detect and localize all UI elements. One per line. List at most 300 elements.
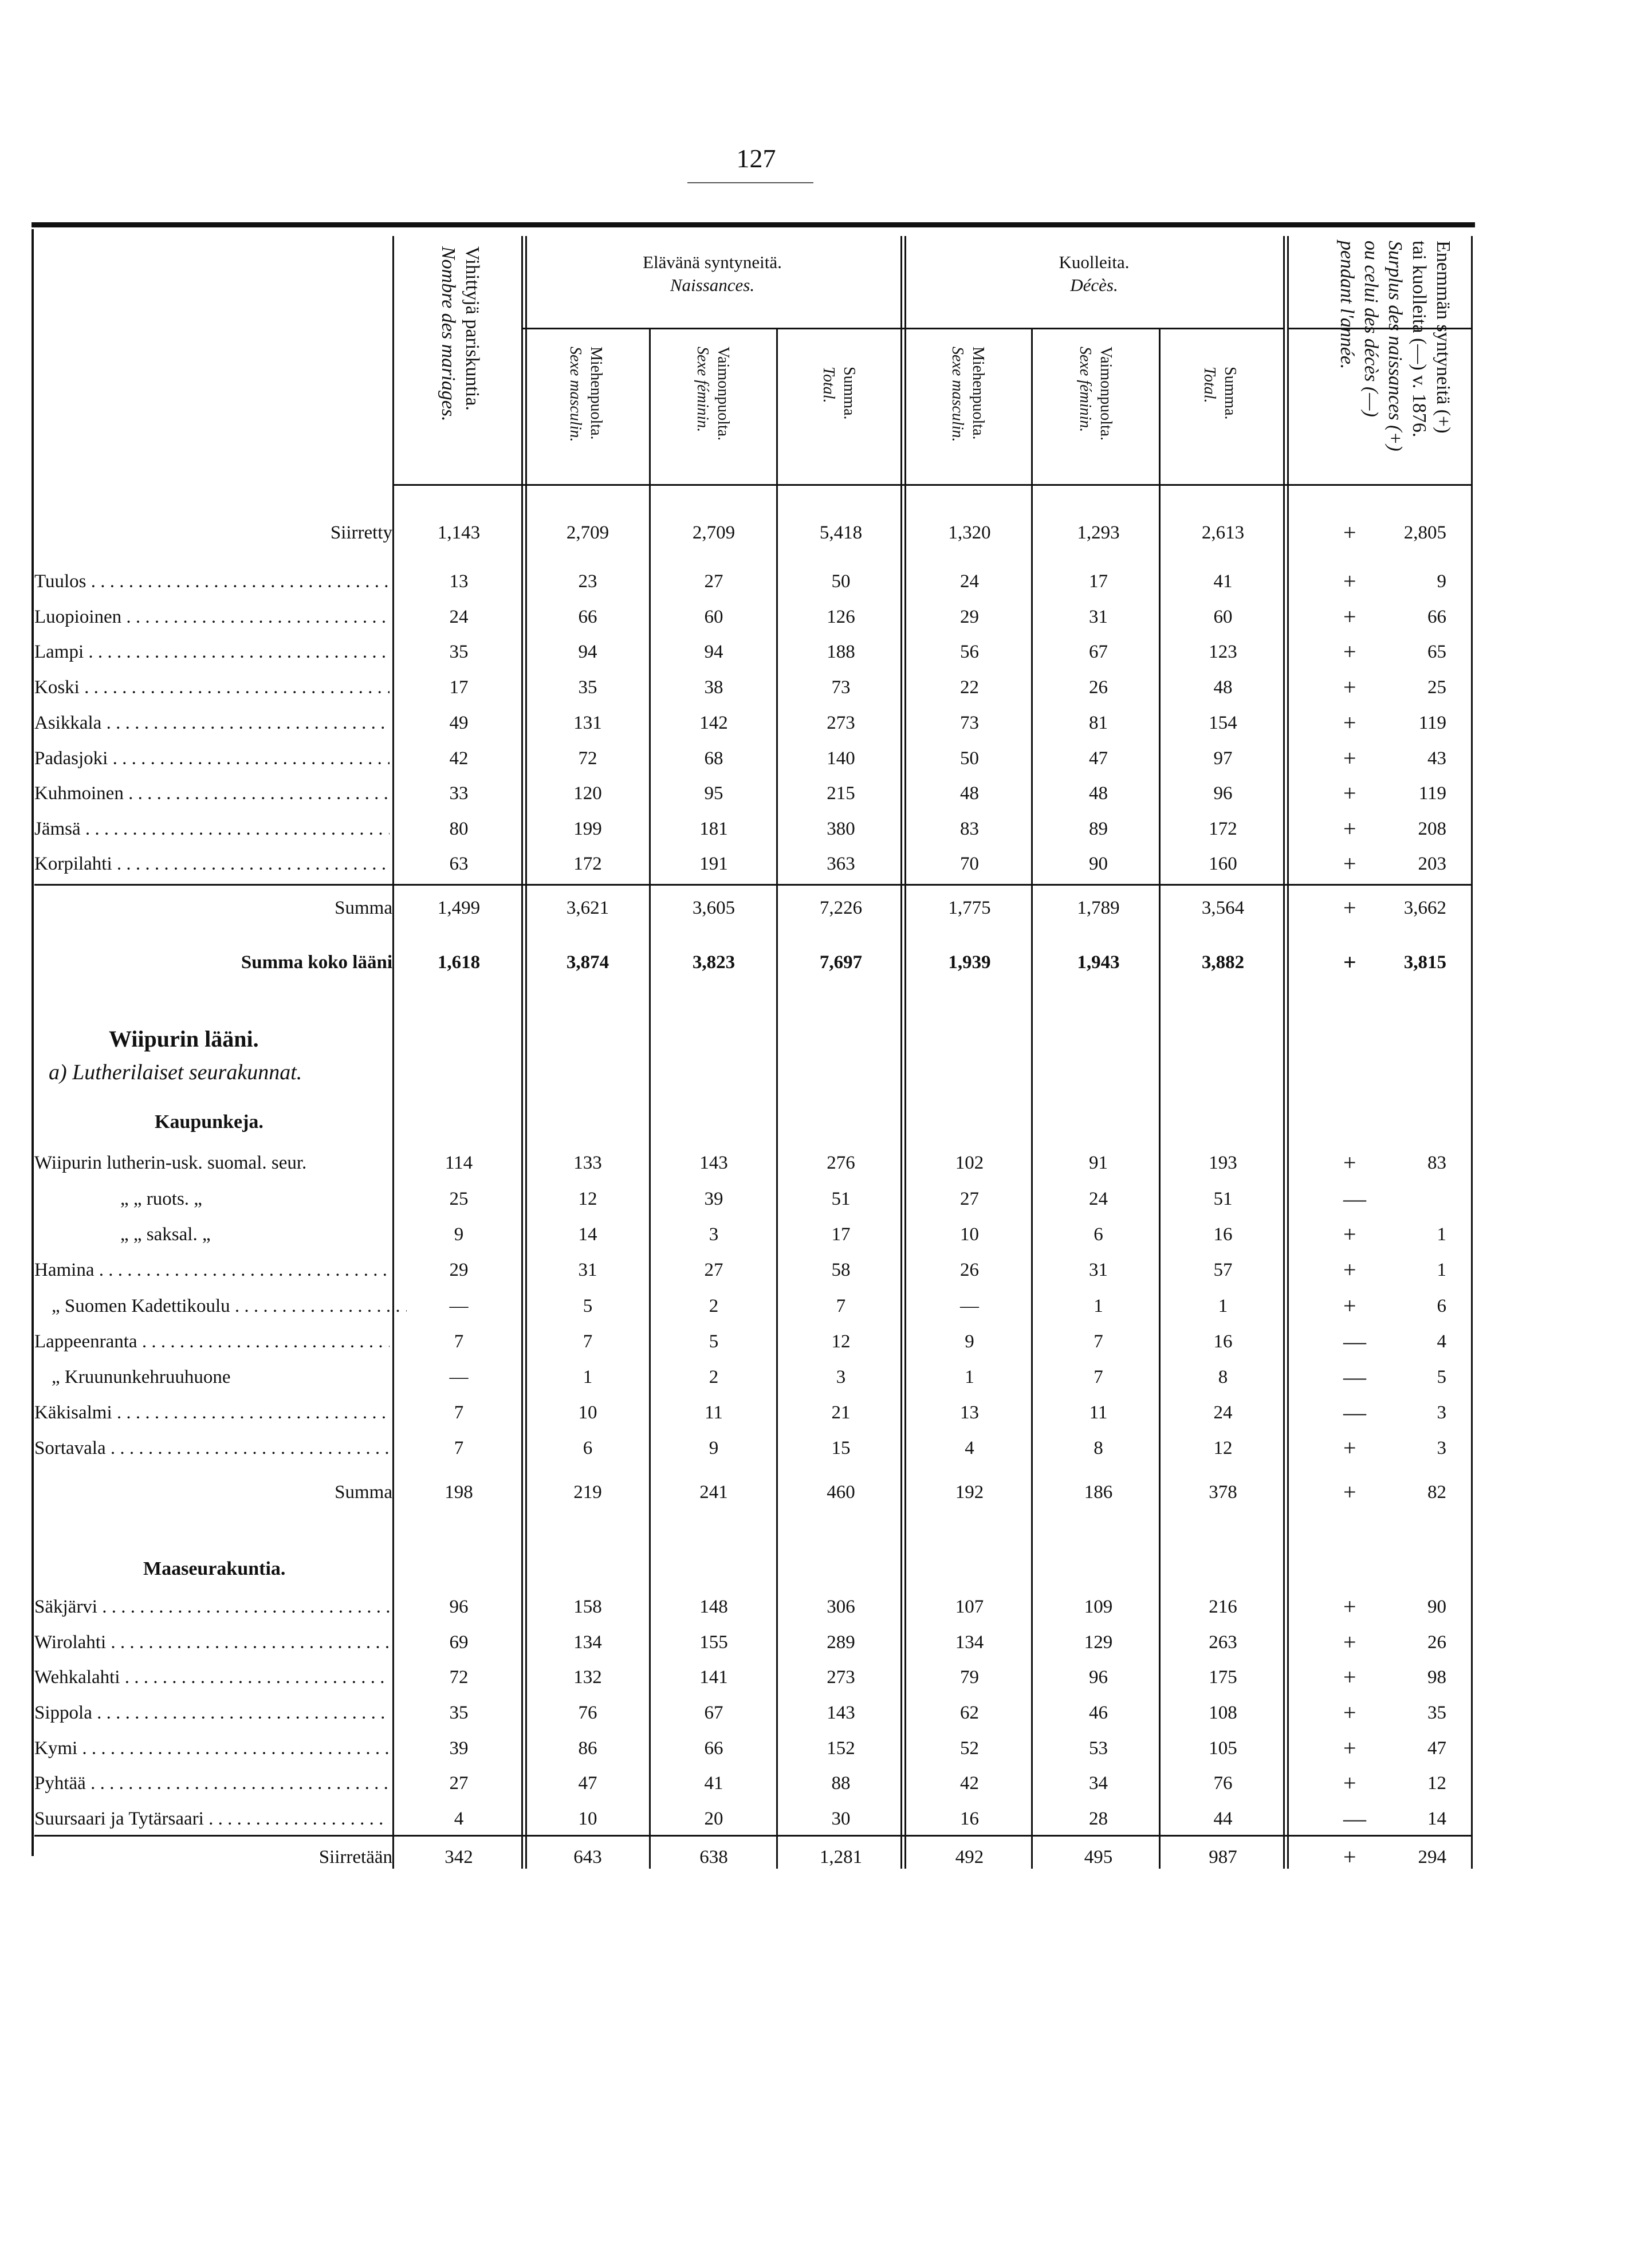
table-row bbox=[0, 1475, 1652, 1509]
row-value: 72 bbox=[449, 1667, 469, 1688]
row-value: 48 bbox=[1213, 677, 1233, 698]
row-value: 1 bbox=[1094, 1296, 1103, 1316]
row-label: Lampi . . . bbox=[34, 635, 390, 669]
row-value: 29 bbox=[449, 1260, 469, 1280]
row-value: 215 bbox=[827, 783, 855, 804]
table-row bbox=[0, 1146, 1652, 1180]
row-value: 21 bbox=[831, 1402, 851, 1423]
table-row bbox=[0, 516, 1652, 550]
surplus-sign: + bbox=[1343, 1221, 1356, 1247]
row-value: 3,564 bbox=[1201, 898, 1245, 918]
row-value: 378 bbox=[1209, 1482, 1237, 1503]
deaths-header-fr: Décès. bbox=[1070, 275, 1118, 295]
row-value: 63 bbox=[449, 854, 469, 874]
row-value: 31 bbox=[1089, 1260, 1108, 1280]
marriages-header bbox=[436, 246, 484, 422]
table-row bbox=[0, 945, 1652, 980]
births-male-header-fr: Sexe masculin. bbox=[567, 347, 584, 442]
row-value: 25 bbox=[449, 1189, 469, 1209]
page-number-rule bbox=[687, 182, 813, 183]
row-label: Summa bbox=[335, 1482, 392, 1503]
row-value: 27 bbox=[704, 571, 723, 592]
row-value: 7 bbox=[583, 1331, 593, 1352]
row-value: 9 bbox=[454, 1224, 464, 1245]
row-label: Padasjoki . . . bbox=[34, 741, 390, 776]
row-value: 62 bbox=[960, 1703, 979, 1723]
row-value: 70 bbox=[960, 854, 979, 874]
births-header bbox=[524, 251, 900, 297]
row-value: 199 bbox=[573, 819, 602, 839]
row-value: 76 bbox=[578, 1703, 597, 1723]
row-label: „ „ ruots. „ bbox=[120, 1189, 202, 1209]
row-value: 34 bbox=[1089, 1773, 1108, 1794]
row-label: Sippola . . . bbox=[34, 1696, 390, 1730]
row-value: 289 bbox=[827, 1632, 855, 1653]
births-total-header-fr: Total. bbox=[820, 367, 837, 403]
table-row bbox=[0, 564, 1652, 599]
row-value: 44 bbox=[1213, 1808, 1233, 1829]
row-value: 95 bbox=[704, 783, 723, 804]
surplus-amount: 12 bbox=[1427, 1773, 1446, 1794]
row-value: 172 bbox=[1209, 819, 1237, 839]
row-value: 16 bbox=[960, 1808, 979, 1829]
header-group-rule bbox=[523, 328, 1284, 329]
row-value: 27 bbox=[960, 1189, 979, 1209]
surplus-sign: + bbox=[1343, 1664, 1356, 1690]
surplus-amount: 6 bbox=[1437, 1296, 1446, 1316]
row-value: 35 bbox=[449, 642, 469, 662]
surplus-header-fi1: Enemmän syntyneitä (+) bbox=[1433, 241, 1454, 434]
row-label: Kuhmoinen . . . bbox=[34, 776, 390, 811]
row-value: 83 bbox=[960, 819, 979, 839]
marriages-header-fi: Vihittyjä pariskuntia. bbox=[462, 246, 483, 411]
row-value: 141 bbox=[699, 1667, 728, 1688]
row-value: 66 bbox=[578, 607, 597, 627]
row-value: 2,709 bbox=[566, 522, 609, 543]
table-row bbox=[0, 812, 1652, 846]
surplus-sign: + bbox=[1343, 639, 1356, 665]
row-value: 276 bbox=[827, 1153, 855, 1173]
surplus-sign: + bbox=[1343, 1770, 1356, 1796]
row-value: 186 bbox=[1084, 1482, 1113, 1503]
table-row bbox=[0, 1696, 1652, 1730]
row-value: 67 bbox=[1089, 642, 1108, 662]
page-number: 127 bbox=[736, 144, 776, 173]
row-value: 134 bbox=[573, 1632, 602, 1653]
row-value: 643 bbox=[573, 1847, 602, 1868]
table-row bbox=[0, 1625, 1652, 1660]
row-value: 192 bbox=[955, 1482, 984, 1503]
row-value: 7 bbox=[836, 1296, 846, 1316]
row-value: 126 bbox=[827, 607, 855, 627]
births-header-fi: Elävänä syntyneitä. bbox=[643, 252, 782, 272]
row-value: 188 bbox=[827, 642, 855, 662]
row-value: 8 bbox=[1094, 1438, 1103, 1458]
table-row bbox=[0, 1731, 1652, 1766]
row-value: 1,281 bbox=[819, 1847, 863, 1868]
row-value: 108 bbox=[1209, 1703, 1237, 1723]
surplus-sign: + bbox=[1343, 816, 1356, 842]
surplus-sign: — bbox=[1343, 1328, 1366, 1354]
surplus-amount: 2,805 bbox=[1403, 522, 1446, 543]
row-value: 69 bbox=[449, 1632, 469, 1653]
row-value: 7 bbox=[454, 1438, 464, 1458]
surplus-amount: 26 bbox=[1427, 1632, 1446, 1653]
surplus-amount: 25 bbox=[1427, 677, 1446, 698]
surplus-sign: + bbox=[1343, 1257, 1356, 1283]
row-value: 51 bbox=[831, 1189, 851, 1209]
births-female-header bbox=[692, 347, 733, 441]
row-value: 96 bbox=[449, 1597, 469, 1617]
row-value: 131 bbox=[573, 713, 602, 733]
row-label: „ „ saksal. „ bbox=[120, 1224, 211, 1245]
row-label: Jämsä . . . bbox=[34, 812, 390, 846]
row-label: Siirretään bbox=[318, 1847, 392, 1868]
surplus-sign: — bbox=[1343, 1806, 1366, 1831]
row-label: Wirolahti . . . bbox=[34, 1625, 390, 1660]
surplus-header-fr3: pendant l'année. bbox=[1336, 241, 1358, 369]
row-value: 66 bbox=[704, 1738, 723, 1759]
table-row bbox=[0, 1360, 1652, 1394]
row-value: — bbox=[449, 1367, 469, 1387]
surplus-amount: 83 bbox=[1427, 1153, 1446, 1173]
surplus-amount: 1 bbox=[1437, 1224, 1446, 1245]
row-value: 60 bbox=[1213, 607, 1233, 627]
row-value: 193 bbox=[1209, 1153, 1237, 1173]
row-value: 60 bbox=[704, 607, 723, 627]
row-value: 2,709 bbox=[692, 522, 735, 543]
surplus-amount: 82 bbox=[1427, 1482, 1446, 1503]
births-total-header-fi: Summa. bbox=[840, 367, 858, 420]
surplus-amount: 294 bbox=[1418, 1847, 1446, 1868]
surplus-amount: 90 bbox=[1427, 1597, 1446, 1617]
surplus-amount: 98 bbox=[1427, 1667, 1446, 1688]
header-bottom-rule bbox=[392, 484, 1472, 486]
deaths-female-header-fi: Vaimonpuolta. bbox=[1097, 347, 1115, 441]
births-male-header bbox=[565, 347, 606, 442]
surplus-header-fi2: tai kuolleita (—) v. 1876. bbox=[1409, 241, 1430, 438]
surplus-sign: + bbox=[1343, 1629, 1356, 1655]
surplus-amount: 203 bbox=[1418, 854, 1446, 874]
surplus-sign: + bbox=[1343, 1844, 1356, 1870]
row-label: Kymi . . . bbox=[34, 1731, 390, 1766]
row-value: 56 bbox=[960, 642, 979, 662]
table-row bbox=[0, 706, 1652, 740]
row-value: 638 bbox=[699, 1847, 728, 1868]
row-value: 20 bbox=[704, 1808, 723, 1829]
surplus-amount: 47 bbox=[1427, 1738, 1446, 1759]
row-value: 24 bbox=[449, 607, 469, 627]
row-value: 14 bbox=[578, 1224, 597, 1245]
row-value: 94 bbox=[578, 642, 597, 662]
row-value: 273 bbox=[827, 713, 855, 733]
row-value: 1,775 bbox=[948, 898, 991, 918]
row-value: 12 bbox=[578, 1189, 597, 1209]
deaths-male-header-fr: Sexe masculin. bbox=[949, 347, 966, 442]
row-value: 148 bbox=[699, 1597, 728, 1617]
deaths-male-header bbox=[947, 347, 988, 442]
row-value: 24 bbox=[1089, 1189, 1108, 1209]
row-value: 48 bbox=[1089, 783, 1108, 804]
deaths-male-header-fi: Miehenpuolta. bbox=[969, 347, 987, 440]
row-value: 16 bbox=[1213, 1331, 1233, 1352]
row-value: 10 bbox=[960, 1224, 979, 1245]
surplus-sign: — bbox=[1343, 1399, 1366, 1425]
row-value: 129 bbox=[1084, 1632, 1113, 1653]
surplus-amount: 3,662 bbox=[1403, 898, 1446, 918]
row-value: 109 bbox=[1084, 1597, 1113, 1617]
row-value: 73 bbox=[960, 713, 979, 733]
surplus-amount: 1 bbox=[1437, 1260, 1446, 1280]
row-value: 114 bbox=[445, 1153, 473, 1173]
row-value: 1 bbox=[583, 1367, 593, 1387]
row-value: 42 bbox=[960, 1773, 979, 1794]
row-value: 11 bbox=[1089, 1402, 1108, 1423]
surplus-sign: + bbox=[1343, 1435, 1356, 1461]
row-value: 26 bbox=[960, 1260, 979, 1280]
row-value: 8 bbox=[1218, 1367, 1228, 1387]
row-value: 7 bbox=[1094, 1367, 1103, 1387]
row-value: 5 bbox=[709, 1331, 719, 1352]
row-value: 123 bbox=[1209, 642, 1237, 662]
row-value: 31 bbox=[578, 1260, 597, 1280]
surplus-amount: 3 bbox=[1437, 1402, 1446, 1423]
surplus-amount: 66 bbox=[1427, 607, 1446, 627]
row-value: 120 bbox=[573, 783, 602, 804]
row-value: 80 bbox=[449, 819, 469, 839]
row-label: „ Kruununkehruuhuone bbox=[52, 1367, 231, 1387]
row-value: 154 bbox=[1209, 713, 1237, 733]
row-value: 51 bbox=[1213, 1189, 1233, 1209]
deaths-header-fi: Kuolleita. bbox=[1059, 252, 1130, 272]
row-value: 67 bbox=[704, 1703, 723, 1723]
deaths-total-header-fi: Summa. bbox=[1221, 367, 1239, 420]
row-value: 42 bbox=[449, 748, 469, 769]
surplus-header-fr1: Surplus des naissances (+) bbox=[1384, 241, 1406, 451]
row-value: 172 bbox=[573, 854, 602, 874]
row-value: 4 bbox=[454, 1808, 464, 1829]
row-value: 1,293 bbox=[1077, 522, 1120, 543]
table-row bbox=[0, 1431, 1652, 1465]
row-label: Hamina . . . bbox=[34, 1253, 390, 1287]
surplus-sign: + bbox=[1343, 1735, 1356, 1761]
row-label: Korpilahti . . . bbox=[34, 847, 390, 881]
surplus-amount: 5 bbox=[1437, 1367, 1446, 1387]
row-value: 96 bbox=[1089, 1667, 1108, 1688]
row-value: 102 bbox=[955, 1153, 984, 1173]
births-total-header bbox=[818, 367, 859, 420]
births-male-header-fi: Miehenpuolta. bbox=[587, 347, 605, 440]
row-value: 1 bbox=[965, 1367, 974, 1387]
row-value: 2 bbox=[709, 1367, 719, 1387]
marriages-header-fr: Nombre des mariages. bbox=[438, 246, 459, 422]
table-row bbox=[0, 1395, 1652, 1430]
row-value: — bbox=[960, 1296, 979, 1316]
row-label: Summa koko lääni bbox=[241, 952, 392, 973]
row-value: 10 bbox=[578, 1808, 597, 1829]
row-value: 81 bbox=[1089, 713, 1108, 733]
row-value: 96 bbox=[1213, 783, 1233, 804]
surplus-amount: 3,815 bbox=[1403, 952, 1446, 973]
row-value: 1,943 bbox=[1077, 952, 1120, 973]
row-value: 23 bbox=[578, 571, 597, 592]
row-value: 306 bbox=[827, 1597, 855, 1617]
row-label: Wiipurin lutherin-usk. suomal. seur. bbox=[34, 1153, 307, 1173]
row-value: 263 bbox=[1209, 1632, 1237, 1653]
surplus-sign: + bbox=[1343, 568, 1356, 594]
table-row bbox=[0, 776, 1652, 811]
row-value: 1 bbox=[1218, 1296, 1228, 1316]
row-value: 38 bbox=[704, 677, 723, 698]
surplus-amount: 43 bbox=[1427, 748, 1446, 769]
row-label: Asikkala . . . bbox=[34, 706, 390, 740]
table-row bbox=[0, 635, 1652, 669]
row-value: 29 bbox=[960, 607, 979, 627]
deaths-total-header bbox=[1199, 367, 1240, 420]
surplus-amount: 14 bbox=[1427, 1808, 1446, 1829]
row-label: Tuulos . . . bbox=[34, 564, 390, 599]
row-value: 6 bbox=[1094, 1224, 1103, 1245]
row-value: 27 bbox=[449, 1773, 469, 1794]
surplus-sign: + bbox=[1343, 604, 1356, 630]
row-value: 97 bbox=[1213, 748, 1233, 769]
row-value: 7 bbox=[1094, 1331, 1103, 1352]
row-value: 33 bbox=[449, 783, 469, 804]
row-value: 143 bbox=[827, 1703, 855, 1723]
surplus-sign: — bbox=[1343, 1364, 1366, 1390]
row-value: 142 bbox=[699, 713, 728, 733]
row-value: 4 bbox=[965, 1438, 974, 1458]
row-value: 134 bbox=[955, 1632, 984, 1653]
table-row bbox=[0, 741, 1652, 776]
row-value: 3,823 bbox=[692, 952, 735, 973]
row-label: Koski . . . bbox=[34, 670, 390, 705]
surplus-sign: + bbox=[1343, 949, 1356, 975]
row-value: 11 bbox=[705, 1402, 723, 1423]
row-value: 175 bbox=[1209, 1667, 1237, 1688]
row-value: 47 bbox=[578, 1773, 597, 1794]
row-value: 342 bbox=[445, 1847, 473, 1868]
table-row bbox=[0, 1590, 1652, 1624]
surplus-sign: + bbox=[1343, 520, 1356, 545]
row-value: 35 bbox=[578, 677, 597, 698]
row-value: 17 bbox=[449, 677, 469, 698]
surplus-header bbox=[1335, 241, 1455, 451]
row-value: 1,499 bbox=[437, 898, 481, 918]
row-value: 2,613 bbox=[1201, 522, 1245, 543]
surplus-sign: + bbox=[1343, 895, 1356, 921]
row-value: 5 bbox=[583, 1296, 593, 1316]
table-row bbox=[0, 1289, 1652, 1323]
deaths-header bbox=[905, 251, 1283, 297]
row-value: 132 bbox=[573, 1667, 602, 1688]
row-value: 22 bbox=[960, 677, 979, 698]
row-value: 7 bbox=[454, 1402, 464, 1423]
row-value: 90 bbox=[1089, 854, 1108, 874]
surplus-amount: 4 bbox=[1437, 1331, 1446, 1352]
row-label: Summa bbox=[335, 898, 392, 918]
row-value: 152 bbox=[827, 1738, 855, 1759]
row-value: 76 bbox=[1213, 1773, 1233, 1794]
surplus-sign: + bbox=[1343, 780, 1356, 806]
row-value: 73 bbox=[831, 677, 851, 698]
row-value: 13 bbox=[449, 571, 469, 592]
surplus-amount: 3 bbox=[1437, 1438, 1446, 1458]
row-value: 3,605 bbox=[692, 898, 735, 918]
row-value: 88 bbox=[831, 1773, 851, 1794]
row-value: 28 bbox=[1089, 1808, 1108, 1829]
row-value: 1,320 bbox=[948, 522, 991, 543]
row-value: 39 bbox=[449, 1738, 469, 1759]
row-value: 50 bbox=[831, 571, 851, 592]
row-value: 94 bbox=[704, 642, 723, 662]
row-value: 12 bbox=[1213, 1438, 1233, 1458]
row-value: 41 bbox=[1213, 571, 1233, 592]
row-value: 68 bbox=[704, 748, 723, 769]
row-value: 198 bbox=[445, 1482, 473, 1503]
surplus-amount: 119 bbox=[1418, 713, 1446, 733]
surplus-amount: 9 bbox=[1437, 571, 1446, 592]
row-value: 6 bbox=[583, 1438, 593, 1458]
row-value: 52 bbox=[960, 1738, 979, 1759]
row-value: 50 bbox=[960, 748, 979, 769]
surplus-sign: + bbox=[1343, 1700, 1356, 1725]
row-value: 460 bbox=[827, 1482, 855, 1503]
surplus-sign: + bbox=[1343, 674, 1356, 700]
row-value: — bbox=[449, 1296, 469, 1316]
surplus-sign: + bbox=[1343, 1293, 1356, 1319]
row-value: 30 bbox=[831, 1808, 851, 1829]
row-label: Säkjärvi . . . bbox=[34, 1590, 390, 1624]
table-row bbox=[0, 1324, 1652, 1359]
row-value: 216 bbox=[1209, 1597, 1237, 1617]
row-value: 24 bbox=[1213, 1402, 1233, 1423]
row-value: 35 bbox=[449, 1703, 469, 1723]
table-row bbox=[0, 1217, 1652, 1252]
row-value: 107 bbox=[955, 1597, 984, 1617]
surplus-sign: + bbox=[1343, 745, 1356, 771]
towns-heading: Kaupunkeja. bbox=[155, 1111, 263, 1133]
row-value: 86 bbox=[578, 1738, 597, 1759]
row-label: Luopioinen . . . bbox=[34, 600, 390, 634]
row-value: 1,939 bbox=[948, 952, 991, 973]
surplus-amount: 35 bbox=[1427, 1703, 1446, 1723]
table-row bbox=[0, 847, 1652, 881]
surplus-sign: + bbox=[1343, 1479, 1356, 1505]
section-title: Wiipurin lääni. bbox=[109, 1026, 259, 1052]
row-value: 492 bbox=[955, 1847, 984, 1868]
row-value: 241 bbox=[699, 1482, 728, 1503]
row-label: Käkisalmi . . . bbox=[34, 1395, 390, 1430]
row-value: 58 bbox=[831, 1260, 851, 1280]
births-header-fr: Naissances. bbox=[670, 275, 755, 295]
surplus-amount: 119 bbox=[1418, 783, 1446, 804]
table-row bbox=[0, 600, 1652, 634]
row-value: 363 bbox=[827, 854, 855, 874]
row-rule bbox=[34, 1835, 1472, 1837]
row-rule bbox=[34, 884, 1472, 886]
row-value: 3,882 bbox=[1201, 952, 1245, 973]
row-value: 987 bbox=[1209, 1847, 1237, 1868]
row-label: Suursaari ja Tytärsaari . . . bbox=[34, 1802, 390, 1836]
table-row bbox=[0, 1182, 1652, 1216]
surplus-sign: — bbox=[1343, 1186, 1366, 1212]
deaths-female-header-fr: Sexe féminin. bbox=[1076, 347, 1094, 433]
row-value: 46 bbox=[1089, 1703, 1108, 1723]
table-row bbox=[0, 1766, 1652, 1800]
row-value: 16 bbox=[1213, 1224, 1233, 1245]
row-value: 39 bbox=[704, 1189, 723, 1209]
